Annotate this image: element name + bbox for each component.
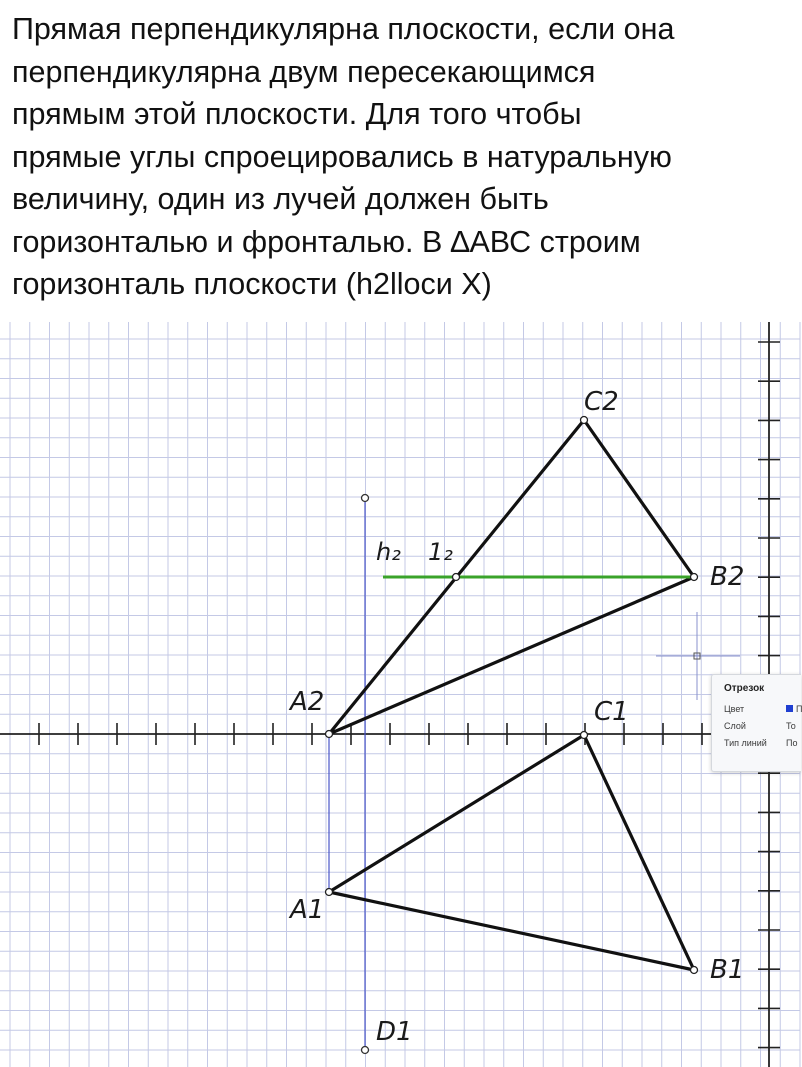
properties-panel[interactable]	[711, 674, 801, 772]
caption-line: горизонталью и фронталью. В ∆АВС строим	[12, 224, 641, 259]
label-c1: C1	[594, 697, 629, 727]
point-b1[interactable]	[691, 967, 698, 974]
line-endpoint-top[interactable]	[362, 495, 369, 502]
label-c2: C2	[584, 387, 619, 417]
point-a2[interactable]	[326, 731, 333, 738]
property-value-text: П	[796, 703, 802, 714]
property-value[interactable]: То	[786, 720, 796, 731]
property-value[interactable]	[786, 704, 802, 714]
property-row-color[interactable]	[712, 700, 801, 717]
caption-line: прямые углы спроецировались в натуральную	[12, 139, 672, 174]
property-label: Слой	[724, 720, 746, 731]
point-12[interactable]	[453, 574, 460, 581]
point-c1[interactable]	[581, 732, 588, 739]
color-swatch-icon	[786, 705, 793, 712]
caption-line: горизонталь плоскости (h2llоси Х)	[12, 267, 492, 301]
caption-line: прямым этой плоскости. Для того чтобы	[12, 97, 582, 131]
caption-line: величину, один из лучей должен быть	[12, 182, 549, 216]
label-a1: A1	[290, 895, 325, 925]
grid	[0, 322, 800, 1067]
point-d1[interactable]	[362, 1047, 369, 1054]
point-a1[interactable]	[326, 889, 333, 896]
cad-drawing-canvas[interactable]	[0, 318, 800, 1067]
caption-line: перпендикулярна двум пересекающимся	[12, 54, 596, 89]
caption-line: Прямая перпендикулярна плоскости, если она	[12, 12, 675, 46]
point-b2[interactable]	[691, 574, 698, 581]
property-label: Цвет	[724, 703, 745, 714]
label-h2: h₂	[376, 538, 401, 566]
point-c2[interactable]	[581, 417, 588, 424]
label-d1: D1	[376, 1017, 413, 1047]
label-b1: B1	[710, 955, 745, 985]
label-b2: B2	[710, 562, 745, 592]
label-a2: A2	[290, 687, 325, 717]
properties-panel-title: Отрезок	[724, 683, 765, 694]
property-row-linetype[interactable]	[712, 734, 801, 751]
property-value[interactable]: По	[786, 737, 798, 748]
caption-text	[12, 8, 792, 306]
label-12: 1₂	[428, 538, 453, 566]
property-label: Тип линий	[724, 737, 767, 748]
property-row-layer[interactable]	[712, 717, 801, 734]
